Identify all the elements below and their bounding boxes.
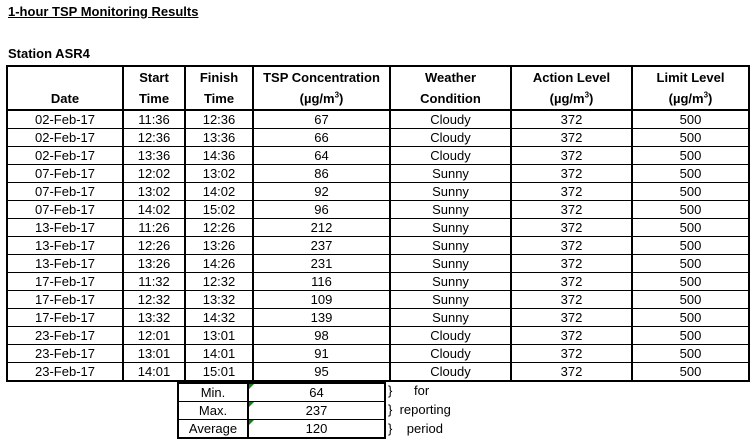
finish-time-cell: 13:26 (185, 237, 253, 255)
note-for: } for (388, 383, 430, 398)
header-action-level (511, 66, 632, 110)
weather-cell: Sunny (390, 291, 511, 309)
header-action-unit: (µg/m (549, 91, 585, 106)
tsp-cell: 86 (253, 165, 390, 183)
date-cell: 07-Feb-17 (7, 201, 123, 219)
start-time-cell: 13:36 (123, 147, 185, 165)
table-row (7, 291, 749, 309)
header-action-close: ) (589, 91, 594, 106)
table-row (7, 219, 749, 237)
stat-label: Min. (178, 383, 248, 402)
tsp-cell: 95 (253, 363, 390, 382)
header-limit-line1: Limit Level (656, 70, 725, 85)
station-label: Station ASR4 (8, 46, 90, 61)
limit-level-cell: 500 (632, 147, 749, 165)
action-level-cell: 372 (511, 219, 632, 237)
date-cell: 17-Feb-17 (7, 291, 123, 309)
finish-time-cell: 14:32 (185, 309, 253, 327)
date-cell: 02-Feb-17 (7, 110, 123, 129)
finish-time-cell: 12:26 (185, 219, 253, 237)
header-action-line1: Action Level (532, 70, 611, 85)
action-level-cell: 372 (511, 327, 632, 345)
table-row (7, 273, 749, 291)
start-time-cell: 11:36 (123, 110, 185, 129)
tsp-cell: 212 (253, 219, 390, 237)
header-finish-time (185, 66, 253, 110)
stat-row-max (178, 402, 385, 420)
finish-time-cell: 13:32 (185, 291, 253, 309)
action-level-cell: 372 (511, 273, 632, 291)
date-cell: 07-Feb-17 (7, 165, 123, 183)
start-time-cell: 13:26 (123, 255, 185, 273)
stat-row-average (178, 420, 385, 439)
header-start-time (123, 66, 185, 110)
limit-level-cell: 500 (632, 237, 749, 255)
table-row (7, 237, 749, 255)
table-header-row (7, 66, 749, 110)
date-cell: 02-Feb-17 (7, 147, 123, 165)
tsp-cell: 66 (253, 129, 390, 147)
date-cell: 13-Feb-17 (7, 255, 123, 273)
table-row (7, 327, 749, 345)
table-row (7, 147, 749, 165)
note-reporting: } reporting (388, 402, 451, 417)
action-level-cell: 372 (511, 110, 632, 129)
weather-cell: Sunny (390, 273, 511, 291)
date-cell: 02-Feb-17 (7, 129, 123, 147)
tsp-cell: 96 (253, 201, 390, 219)
start-time-cell: 12:36 (123, 129, 185, 147)
finish-time-cell: 15:02 (185, 201, 253, 219)
tsp-cell: 91 (253, 345, 390, 363)
finish-time-cell: 14:02 (185, 183, 253, 201)
header-weather-line2: Condition (420, 91, 481, 106)
header-limit-close: ) (708, 91, 713, 106)
table-row (7, 110, 749, 129)
header-limit-unit: (µg/m (668, 91, 704, 106)
start-time-cell: 14:01 (123, 363, 185, 382)
limit-level-cell: 500 (632, 110, 749, 129)
header-action-sup: 3 (584, 90, 590, 100)
date-cell: 13-Feb-17 (7, 237, 123, 255)
header-weather-condition (390, 66, 511, 110)
weather-cell: Sunny (390, 165, 511, 183)
limit-level-cell: 500 (632, 363, 749, 382)
finish-time-cell: 14:26 (185, 255, 253, 273)
start-time-cell: 11:26 (123, 219, 185, 237)
date-cell: 13-Feb-17 (7, 219, 123, 237)
table-row (7, 183, 749, 201)
action-level-cell: 372 (511, 129, 632, 147)
limit-level-cell: 500 (632, 345, 749, 363)
header-tsp-line1: TSP Concentration (263, 70, 380, 85)
weather-cell: Sunny (390, 237, 511, 255)
tsp-cell: 92 (253, 183, 390, 201)
finish-time-cell: 15:01 (185, 363, 253, 382)
start-time-cell: 12:26 (123, 237, 185, 255)
weather-cell: Cloudy (390, 147, 511, 165)
date-cell: 07-Feb-17 (7, 183, 123, 201)
finish-time-cell: 12:36 (185, 110, 253, 129)
tsp-cell: 98 (253, 327, 390, 345)
table-row (7, 345, 749, 363)
weather-cell: Cloudy (390, 345, 511, 363)
limit-level-cell: 500 (632, 183, 749, 201)
table-row (7, 363, 749, 382)
weather-cell: Sunny (390, 255, 511, 273)
start-time-cell: 11:32 (123, 273, 185, 291)
finish-time-cell: 14:36 (185, 147, 253, 165)
table-row (7, 129, 749, 147)
tsp-cell: 237 (253, 237, 390, 255)
stat-row-min (178, 383, 385, 402)
action-level-cell: 372 (511, 165, 632, 183)
stat-label: Average (178, 420, 248, 439)
header-date: Date (7, 66, 123, 110)
finish-time-cell: 13:36 (185, 129, 253, 147)
weather-cell: Sunny (390, 309, 511, 327)
action-level-cell: 372 (511, 309, 632, 327)
header-tsp-close: ) (339, 91, 344, 106)
header-finish-line1: Finish (199, 70, 239, 85)
date-cell: 23-Feb-17 (7, 363, 123, 382)
tsp-cell: 116 (253, 273, 390, 291)
finish-time-cell: 12:32 (185, 273, 253, 291)
header-tsp-sup: 3 (334, 90, 340, 100)
stat-value: 120 (248, 420, 385, 439)
start-time-cell: 13:32 (123, 309, 185, 327)
header-limit-sup: 3 (703, 90, 709, 100)
header-start-line1: Start (139, 70, 169, 85)
finish-time-cell: 13:02 (185, 165, 253, 183)
stat-value: 237 (248, 402, 385, 420)
table-row (7, 201, 749, 219)
start-time-cell: 13:01 (123, 345, 185, 363)
tsp-results-table (6, 65, 750, 382)
action-level-cell: 372 (511, 183, 632, 201)
header-start-line2: Time (138, 91, 170, 106)
limit-level-cell: 500 (632, 273, 749, 291)
header-limit-level (632, 66, 749, 110)
action-level-cell: 372 (511, 237, 632, 255)
action-level-cell: 372 (511, 147, 632, 165)
start-time-cell: 14:02 (123, 201, 185, 219)
action-level-cell: 372 (511, 291, 632, 309)
limit-level-cell: 500 (632, 309, 749, 327)
stat-value: 64 (248, 383, 385, 402)
weather-cell: Sunny (390, 201, 511, 219)
summary-stats-table (177, 382, 386, 439)
date-cell: 17-Feb-17 (7, 273, 123, 291)
header-weather-line1: Weather (424, 70, 477, 85)
report-title: 1-hour TSP Monitoring Results (8, 4, 199, 19)
weather-cell: Cloudy (390, 363, 511, 382)
table-row (7, 309, 749, 327)
header-tsp-unit: (µg/m (299, 91, 335, 106)
action-level-cell: 372 (511, 201, 632, 219)
table-row (7, 255, 749, 273)
weather-cell: Cloudy (390, 327, 511, 345)
limit-level-cell: 500 (632, 129, 749, 147)
table-row (7, 165, 749, 183)
weather-cell: Sunny (390, 183, 511, 201)
action-level-cell: 372 (511, 255, 632, 273)
start-time-cell: 13:02 (123, 183, 185, 201)
limit-level-cell: 500 (632, 219, 749, 237)
action-level-cell: 372 (511, 345, 632, 363)
date-cell: 23-Feb-17 (7, 345, 123, 363)
start-time-cell: 12:01 (123, 327, 185, 345)
stat-label: Max. (178, 402, 248, 420)
start-time-cell: 12:02 (123, 165, 185, 183)
action-level-cell: 372 (511, 363, 632, 382)
weather-cell: Cloudy (390, 110, 511, 129)
limit-level-cell: 500 (632, 165, 749, 183)
weather-cell: Cloudy (390, 129, 511, 147)
tsp-cell: 67 (253, 110, 390, 129)
finish-time-cell: 13:01 (185, 327, 253, 345)
limit-level-cell: 500 (632, 255, 749, 273)
tsp-cell: 64 (253, 147, 390, 165)
limit-level-cell: 500 (632, 291, 749, 309)
start-time-cell: 12:32 (123, 291, 185, 309)
limit-level-cell: 500 (632, 327, 749, 345)
tsp-cell: 139 (253, 309, 390, 327)
limit-level-cell: 500 (632, 201, 749, 219)
header-finish-line2: Time (203, 91, 235, 106)
date-cell: 17-Feb-17 (7, 309, 123, 327)
date-cell: 23-Feb-17 (7, 327, 123, 345)
tsp-cell: 109 (253, 291, 390, 309)
header-tsp-concentration (253, 66, 390, 110)
weather-cell: Sunny (390, 219, 511, 237)
note-period: } period (388, 421, 443, 436)
finish-time-cell: 14:01 (185, 345, 253, 363)
tsp-cell: 231 (253, 255, 390, 273)
